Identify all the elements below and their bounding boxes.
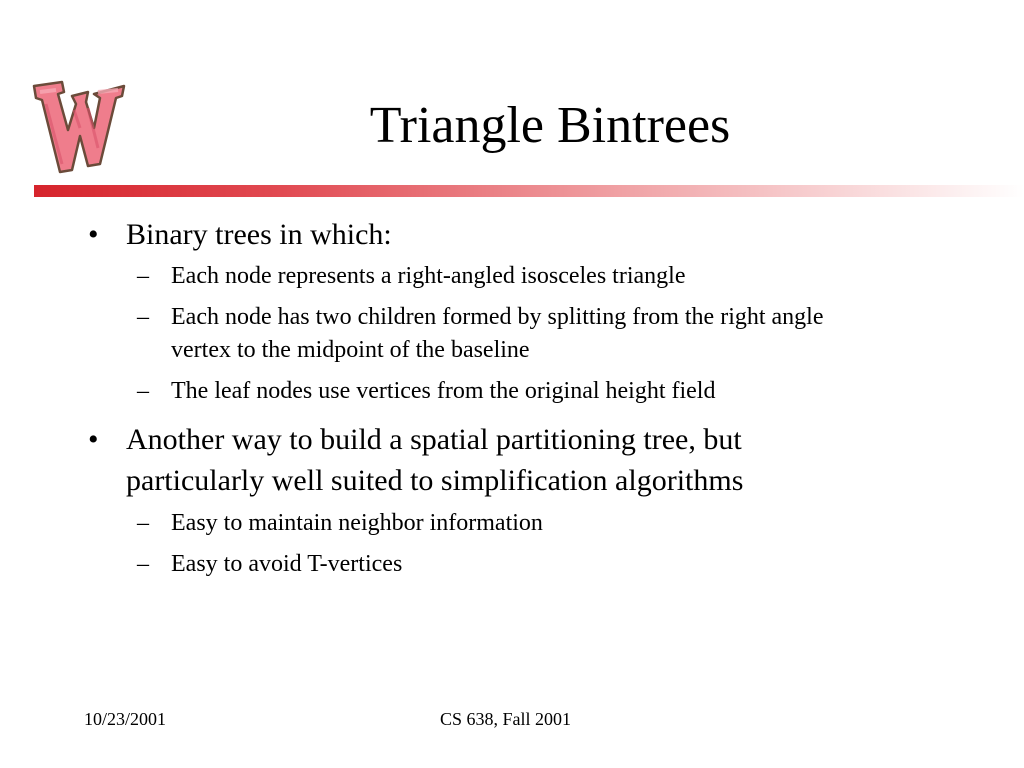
sub-bullet-text-line-2: vertex to the midpoint of the baseline [171,337,530,363]
sub-bullet-item [137,260,686,293]
sub-bullet-text-line-1: Each node has two children formed by splitting from the right angle [171,304,824,330]
bullet-mark: • [88,218,99,251]
sub-bullet-item [137,548,403,581]
bullet-text-line-2: particularly well suited to simplification algorithms [126,464,744,497]
sub-bullet-item [137,375,716,408]
sub-bullet-text: The leaf nodes use vertices from the original height field [171,378,716,404]
sub-bullet-continuation [171,334,530,367]
slide-title: Triangle Bintrees [369,97,731,154]
bullet-item [88,419,742,460]
bullet-text-line-1: Another way to build a spatial partitioning tree, but [126,423,742,456]
bullet-mark: • [88,423,99,456]
sub-bullet-text: Each node represents a right-angled isosceles triangle [171,263,686,289]
sub-bullet-item [137,507,543,540]
sub-bullet-mark: – [137,263,149,289]
bullet-text: Binary trees in which: [126,218,392,251]
sub-bullet-mark: – [137,378,149,404]
bullet-item [88,214,392,255]
sub-bullet-mark: – [137,551,149,577]
sub-bullet-text: Easy to maintain neighbor information [171,510,543,536]
footer-date: 10/23/2001 [84,709,167,729]
sub-bullet-item [137,301,824,334]
sub-bullet-mark: – [137,510,149,536]
sub-bullet-mark: – [137,304,149,330]
footer-course: CS 638, Fall 2001 [440,709,572,729]
sub-bullet-text: Easy to avoid T-vertices [171,551,403,577]
bullet-continuation [126,460,743,501]
